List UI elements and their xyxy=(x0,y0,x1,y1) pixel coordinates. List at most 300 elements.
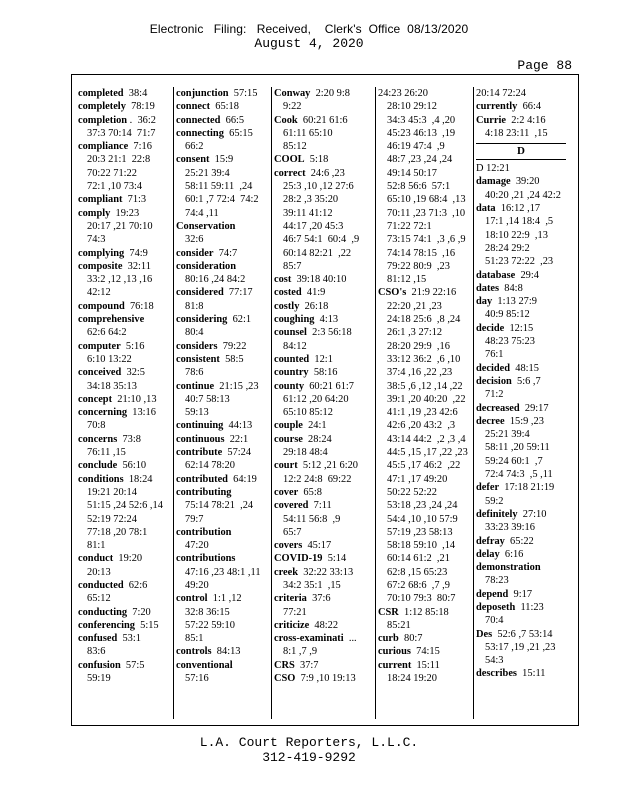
index-entry-line xyxy=(378,180,473,193)
page-line-references: 56:10 xyxy=(117,460,147,472)
index-entry xyxy=(476,548,574,561)
index-entry xyxy=(274,619,375,632)
index-entry-line xyxy=(476,535,574,548)
index-term: defray xyxy=(476,535,505,547)
index-term: comprehensive xyxy=(78,314,145,326)
index-entry xyxy=(78,260,173,300)
page-line-references: 74:14 78:15 ,16 xyxy=(387,247,456,259)
page-line-references: 76:1 xyxy=(485,349,504,361)
index-entry xyxy=(176,340,271,353)
index-term: covered xyxy=(274,500,309,512)
index-entry-line xyxy=(78,566,173,579)
index-entry-line xyxy=(78,619,173,632)
page-line-references: 38:5 ,6 ,12 ,14 ,22 xyxy=(387,380,463,392)
index-entry-line xyxy=(274,486,375,499)
index-term: conduct xyxy=(78,553,114,565)
index-entry-line xyxy=(176,180,271,193)
index-term: continuous xyxy=(176,433,225,445)
index-entry-line xyxy=(78,193,173,206)
index-entry xyxy=(78,87,173,100)
page-line-references: 59:2 xyxy=(485,495,504,507)
page-line-references: 47:1 ,17 49:20 xyxy=(387,473,448,485)
page-line-references: 12:1 xyxy=(309,353,333,365)
index-term: counsel xyxy=(274,327,307,339)
page-line-references: 15:11 xyxy=(411,659,440,671)
index-entry-line xyxy=(476,255,574,268)
index-entry-line xyxy=(176,340,271,353)
index-entry xyxy=(78,193,173,206)
page-line-references: 65:18 xyxy=(210,101,239,113)
page-line-references: 21:15 ,23 xyxy=(214,380,259,392)
index-entry-line xyxy=(78,592,173,605)
page-line-references: 5:18 xyxy=(304,154,329,166)
page-line-references: 60:21 61:6 xyxy=(297,114,348,126)
index-entry-line xyxy=(78,326,173,339)
page-line-references: 70:22 71:22 xyxy=(87,167,137,179)
index-entry xyxy=(274,114,375,154)
index-entry-line xyxy=(176,579,271,592)
index-entry xyxy=(176,433,271,446)
index-term: CSO xyxy=(274,673,296,685)
index-entry xyxy=(274,539,375,552)
page-line-references: 21:10 ,13 xyxy=(112,393,157,405)
page-line-references: 53:18 ,23 ,24 ,24 xyxy=(387,500,458,512)
index-entry-line xyxy=(176,300,271,313)
index-term: decision xyxy=(476,375,512,387)
index-entry-line xyxy=(476,215,574,228)
index-entry-line xyxy=(476,269,574,282)
page-line-references: 79:22 80:9 ,23 xyxy=(387,260,450,272)
index-entry-line xyxy=(378,473,473,486)
index-entry xyxy=(78,552,173,579)
page-line-references: 2:2 4:16 xyxy=(506,114,546,126)
index-term: contributed xyxy=(176,473,228,485)
index-entry-line xyxy=(176,645,271,658)
index-entry-line xyxy=(378,153,473,166)
page-line-references: 33:2 ,12 ,13 ,16 xyxy=(87,274,153,286)
index-entry-line xyxy=(476,415,574,428)
index-term: contributing xyxy=(176,486,232,498)
index-term: concerns xyxy=(78,433,118,445)
index-entry-line xyxy=(378,539,473,552)
index-entry-line xyxy=(78,579,173,592)
page-line-references: 5:6 ,7 xyxy=(511,375,541,387)
index-entry-line xyxy=(378,340,473,353)
page-line-references: 58:11 ,20 59:11 xyxy=(485,442,550,454)
index-entry xyxy=(78,140,173,193)
index-term: Des xyxy=(476,628,493,640)
index-term: concept xyxy=(78,393,113,405)
index-entry xyxy=(274,326,375,353)
page-line-references: 51:15 ,24 52:6 ,14 xyxy=(87,500,163,512)
index-entry-line xyxy=(274,459,375,472)
page-line-references: 72:4 74:3 ,5 ,11 xyxy=(485,469,553,481)
index-entry-line xyxy=(274,433,375,446)
index-entry-line xyxy=(476,295,574,308)
index-entry-line xyxy=(476,574,574,587)
page-line-references: 74:15 xyxy=(410,646,440,658)
index-entry xyxy=(274,433,375,460)
page-line-references: 6:10 13:22 xyxy=(87,353,132,365)
page-line-references: 29:18 48:4 xyxy=(283,447,328,459)
index-entry-line xyxy=(78,273,173,286)
index-entry-line xyxy=(378,380,473,393)
page-line-references: 58:11 59:11 ,24 xyxy=(185,181,253,193)
index-term: conceived xyxy=(78,367,122,379)
page-line-references: 85:7 xyxy=(283,260,302,272)
index-entry-line xyxy=(274,592,375,605)
index-entry xyxy=(476,415,574,481)
page-line-references: 32:11 xyxy=(122,260,151,272)
page-line-references: 80:7 xyxy=(398,633,423,645)
page-line-references: 58:5 xyxy=(219,353,244,365)
page-line-references: 77:21 xyxy=(283,606,307,618)
index-entry xyxy=(274,167,375,273)
index-entry-line xyxy=(378,300,473,313)
index-entry-line xyxy=(378,579,473,592)
index-entry-line xyxy=(78,300,173,313)
index-entry-line xyxy=(176,233,271,246)
page-line-references: 53:17 ,19 ,21 ,23 xyxy=(485,641,556,653)
index-entry-line xyxy=(176,353,271,366)
index-entry-line xyxy=(176,592,271,605)
index-entry-line xyxy=(378,207,473,220)
index-entry-line xyxy=(378,247,473,260)
index-entry xyxy=(378,645,473,658)
index-entry xyxy=(176,526,271,553)
index-term: compound xyxy=(78,300,125,312)
page-line-references: 51:23 72:22 ,23 xyxy=(485,256,554,268)
page-line-references: 18:10 22:9 ,13 xyxy=(485,229,548,241)
page-line-references: 12:21 xyxy=(483,163,510,175)
page-line-references: 20:13 xyxy=(87,566,111,578)
index-entry-line xyxy=(176,286,271,299)
page-line-references: 75:14 78:21 ,24 xyxy=(185,500,254,512)
page-line-references: 71:2 xyxy=(485,389,504,401)
index-entry xyxy=(78,247,173,260)
page-line-references: 2:3 56:18 xyxy=(306,327,352,339)
index-term: criticize xyxy=(274,619,310,631)
page-line-references: 32:6 xyxy=(185,234,204,246)
index-entry-line xyxy=(176,326,271,339)
index-entry xyxy=(176,645,271,658)
index-entry xyxy=(78,579,173,606)
index-entry xyxy=(176,659,271,686)
index-column-5 xyxy=(476,87,574,719)
index-entry-line xyxy=(378,659,473,672)
index-entry xyxy=(274,499,375,539)
page-line-references: 15:9 xyxy=(209,154,234,166)
index-entry-line xyxy=(176,260,271,273)
section-letter: D xyxy=(476,143,566,160)
page-line-references: 24:6 ,23 xyxy=(305,167,345,179)
index-entry-line xyxy=(274,300,375,313)
index-entry-line xyxy=(476,189,574,202)
index-entry-line xyxy=(176,446,271,459)
page-line-references: 45:5 ,17 46:2 ,22 xyxy=(387,460,461,472)
page-line-references: 21:9 22:16 xyxy=(406,287,457,299)
page-line-references: 7:11 xyxy=(308,500,332,512)
page-line-references: 24:18 25:6 ,8 ,24 xyxy=(387,314,461,326)
page-line-references: 46:7 54:1 60:4 ,9 xyxy=(283,234,360,246)
index-entry xyxy=(78,300,173,313)
index-entry-line xyxy=(78,459,173,472)
index-entry xyxy=(476,87,574,100)
index-entry-line xyxy=(78,233,173,246)
index-entry-line xyxy=(378,486,473,499)
index-entry-line xyxy=(274,100,375,113)
index-entry-line xyxy=(78,286,173,299)
index-entry-line xyxy=(176,539,271,552)
page-line-references: 81:12 ,15 xyxy=(387,274,427,286)
page-line-references: 57:16 xyxy=(185,673,209,685)
page-line-references: 78:6 xyxy=(185,367,204,379)
hearing-date: August 4, 2020 xyxy=(254,36,364,51)
index-entry-line xyxy=(274,566,375,579)
index-entry-line xyxy=(476,588,574,601)
index-entry-line xyxy=(476,468,574,481)
index-term: county xyxy=(274,380,305,392)
page-line-references: 19:21 20:14 xyxy=(87,486,137,498)
page-line-references: 73:8 xyxy=(117,433,141,445)
index-entry-line xyxy=(378,260,473,273)
index-entry-line xyxy=(476,495,574,508)
index-entry-line xyxy=(476,322,574,335)
page-line-references: 54:4 ,10 ,10 57:9 xyxy=(387,513,458,525)
index-entry-line xyxy=(78,380,173,393)
index-entry xyxy=(176,486,271,526)
index-column-3 xyxy=(274,87,376,719)
index-entry-line xyxy=(78,433,173,446)
index-entry xyxy=(476,402,574,415)
page-line-references: 80:4 xyxy=(185,327,204,339)
page-line-references: 18:24 xyxy=(123,473,153,485)
index-entry xyxy=(476,175,574,202)
page-line-references: 48:7 ,23 ,24 ,24 xyxy=(387,154,453,166)
index-entry-line xyxy=(78,552,173,565)
index-entry-line xyxy=(378,127,473,140)
page-line-references: 37:3 70:14 71:7 xyxy=(87,127,156,139)
index-term: covers xyxy=(274,540,303,552)
page-line-references: 62:6 64:2 xyxy=(87,327,127,339)
index-entry-line xyxy=(378,366,473,379)
index-entry-line xyxy=(78,114,173,127)
page-line-references: 4:18 23:11 ,15 xyxy=(485,127,548,139)
index-entry xyxy=(476,481,574,508)
index-entry-line xyxy=(78,606,173,619)
index-entry-line xyxy=(476,654,574,667)
index-term: connect xyxy=(176,101,211,113)
page-line-references: 9:22 xyxy=(283,101,302,113)
index-entry-line xyxy=(274,659,375,672)
index-entry xyxy=(176,286,271,313)
index-entry-line xyxy=(476,348,574,361)
page-line-references: 81:1 xyxy=(87,540,106,552)
index-entry-line xyxy=(274,260,375,273)
page-line-references: 34:3 45:3 ,4 ,20 xyxy=(387,114,456,126)
index-entry-line xyxy=(378,632,473,645)
index-entry xyxy=(476,588,574,601)
page-line-references: 20:14 72:24 xyxy=(476,88,526,99)
index-entry-line xyxy=(476,175,574,188)
index-term: current xyxy=(378,659,412,671)
page-line-references: 29:4 xyxy=(515,269,539,281)
page-line-references: 77:18 ,20 78:1 xyxy=(87,526,148,538)
index-term: decided xyxy=(476,362,511,374)
page-line-references: 42:12 xyxy=(87,287,111,299)
page-line-references: 57:15 xyxy=(228,88,258,99)
index-term: compliant xyxy=(78,194,123,206)
page-line-references: 25:21 39:4 xyxy=(485,429,530,441)
page-line-references: 59:13 xyxy=(185,407,209,419)
index-term: course xyxy=(274,433,303,445)
index-term: comply xyxy=(78,207,111,219)
index-term: conducting xyxy=(78,606,128,618)
page-line-references: 59:19 xyxy=(87,673,111,685)
index-entry-line xyxy=(476,375,574,388)
index-term: cost xyxy=(274,274,292,286)
index-entry-line xyxy=(378,433,473,446)
page-line-references: 54:3 xyxy=(485,655,504,667)
page-line-references: 29:17 xyxy=(519,402,549,414)
index-term: considered xyxy=(176,287,224,299)
page-line-references: 49:14 50:17 xyxy=(387,167,437,179)
index-entry-line xyxy=(176,406,271,419)
index-entry xyxy=(176,446,271,473)
index-entry xyxy=(78,313,173,340)
index-term: deposeth xyxy=(476,601,516,613)
page-line-references: 26:1 ,3 27:12 xyxy=(387,327,443,339)
index-term: contribute xyxy=(176,447,223,459)
index-entry-line xyxy=(176,419,271,432)
page-line-references: 48:22 xyxy=(309,619,339,631)
index-entry-line xyxy=(176,619,271,632)
index-term: decreased xyxy=(476,402,520,414)
index-entry-line xyxy=(274,87,375,100)
index-entry-line xyxy=(378,566,473,579)
page-line-references: 52:8 56:6 57:1 xyxy=(387,181,451,193)
page-line-references: 66:4 xyxy=(517,101,542,113)
index-term: CRS xyxy=(274,659,295,671)
index-entry-line xyxy=(274,313,375,326)
index-entry-line xyxy=(78,100,173,113)
index-entry xyxy=(78,114,173,141)
index-entry-line xyxy=(274,273,375,286)
index-entry-line xyxy=(274,127,375,140)
page-line-references: 28:10 29:12 xyxy=(387,101,437,113)
index-entry-line xyxy=(378,459,473,472)
index-entry-line xyxy=(274,366,375,379)
index-entry-line xyxy=(274,247,375,260)
index-entry xyxy=(274,153,375,166)
page-line-references: 19:20 xyxy=(113,553,143,565)
index-entry xyxy=(476,322,574,362)
index-entry-line xyxy=(78,167,173,180)
index-entry-line xyxy=(274,526,375,539)
page-line-references: 72:1 ,10 73:4 xyxy=(87,181,143,193)
index-term: COOL xyxy=(274,154,305,166)
index-entry-line xyxy=(378,513,473,526)
page-line-references: 28:20 29:9 ,16 xyxy=(387,340,450,352)
index-entry-line xyxy=(378,645,473,658)
page-line-references: 28:24 xyxy=(302,433,332,445)
page-line-references: 80:16 ,24 84:2 xyxy=(185,274,246,286)
page-line-references: 74:4 ,11 xyxy=(185,207,219,219)
index-entry-line xyxy=(378,499,473,512)
index-entry xyxy=(378,87,473,286)
index-entry-line xyxy=(176,273,271,286)
page-line-references: 5:16 xyxy=(120,340,145,352)
index-term: conventional xyxy=(176,659,233,671)
page-line-references: 22:1 xyxy=(224,433,249,445)
page-line-references: 52:6 ,7 53:14 xyxy=(492,628,553,640)
index-entry-line xyxy=(476,242,574,255)
page-line-references: 2:20 9:8 xyxy=(310,88,350,99)
index-entry xyxy=(476,202,574,268)
index-term: considers xyxy=(176,340,218,352)
index-entry-line xyxy=(378,286,473,299)
index-term: consistent xyxy=(176,353,220,365)
index-term: damage xyxy=(476,176,511,188)
index-entry-line xyxy=(274,233,375,246)
page-line-references: 32:5 xyxy=(121,367,145,379)
index-entry xyxy=(476,162,574,175)
index-term: dates xyxy=(476,282,500,294)
index-entry xyxy=(274,286,375,299)
page-line-references: 60:1 ,7 72:4 74:2 xyxy=(185,194,259,206)
index-entry xyxy=(274,552,375,565)
index-entry-line xyxy=(274,552,375,565)
index-entry-line xyxy=(78,127,173,140)
index-entry-line xyxy=(78,473,173,486)
index-entry-line xyxy=(176,473,271,486)
page-line-references: 40:7 58:13 xyxy=(185,393,230,405)
index-entry-line xyxy=(274,153,375,166)
index-entry-line xyxy=(78,153,173,166)
index-entry-line xyxy=(476,628,574,641)
index-entry-line xyxy=(476,521,574,534)
index-term: criteria xyxy=(274,593,307,605)
page-line-references: 84:8 xyxy=(499,282,523,294)
index-term: definitely xyxy=(476,508,518,520)
index-entry-line xyxy=(274,419,375,432)
index-entry xyxy=(378,606,473,633)
index-term: Conservation xyxy=(176,220,236,232)
index-entry-line xyxy=(378,140,473,153)
index-entry xyxy=(78,393,173,406)
index-entry-line xyxy=(176,247,271,260)
page-line-references: 32:22 33:13 xyxy=(298,566,354,578)
index-term: creek xyxy=(274,566,299,578)
page-line-references: 57:5 xyxy=(120,659,145,671)
index-entry-line xyxy=(476,548,574,561)
index-term: delay xyxy=(476,548,500,560)
page-line-references: 60:14 61:2 ,21 xyxy=(387,553,450,565)
index-entry xyxy=(176,353,271,380)
index-entry-line xyxy=(476,388,574,401)
page-line-references: 65:10 ,19 68:4 ,13 xyxy=(387,194,466,206)
index-entry-line xyxy=(274,353,375,366)
page-line-references: 61:11 65:10 xyxy=(283,127,333,139)
index-entry xyxy=(476,114,574,141)
index-entry-line xyxy=(274,672,375,685)
index-entry-line xyxy=(78,140,173,153)
page-line-references: 45:23 46:13 ,19 xyxy=(387,127,456,139)
page-line-references: . 36:2 xyxy=(127,114,156,126)
index-term: decide xyxy=(476,322,505,334)
index-entry-line xyxy=(78,672,173,685)
index-entry-line xyxy=(78,419,173,432)
